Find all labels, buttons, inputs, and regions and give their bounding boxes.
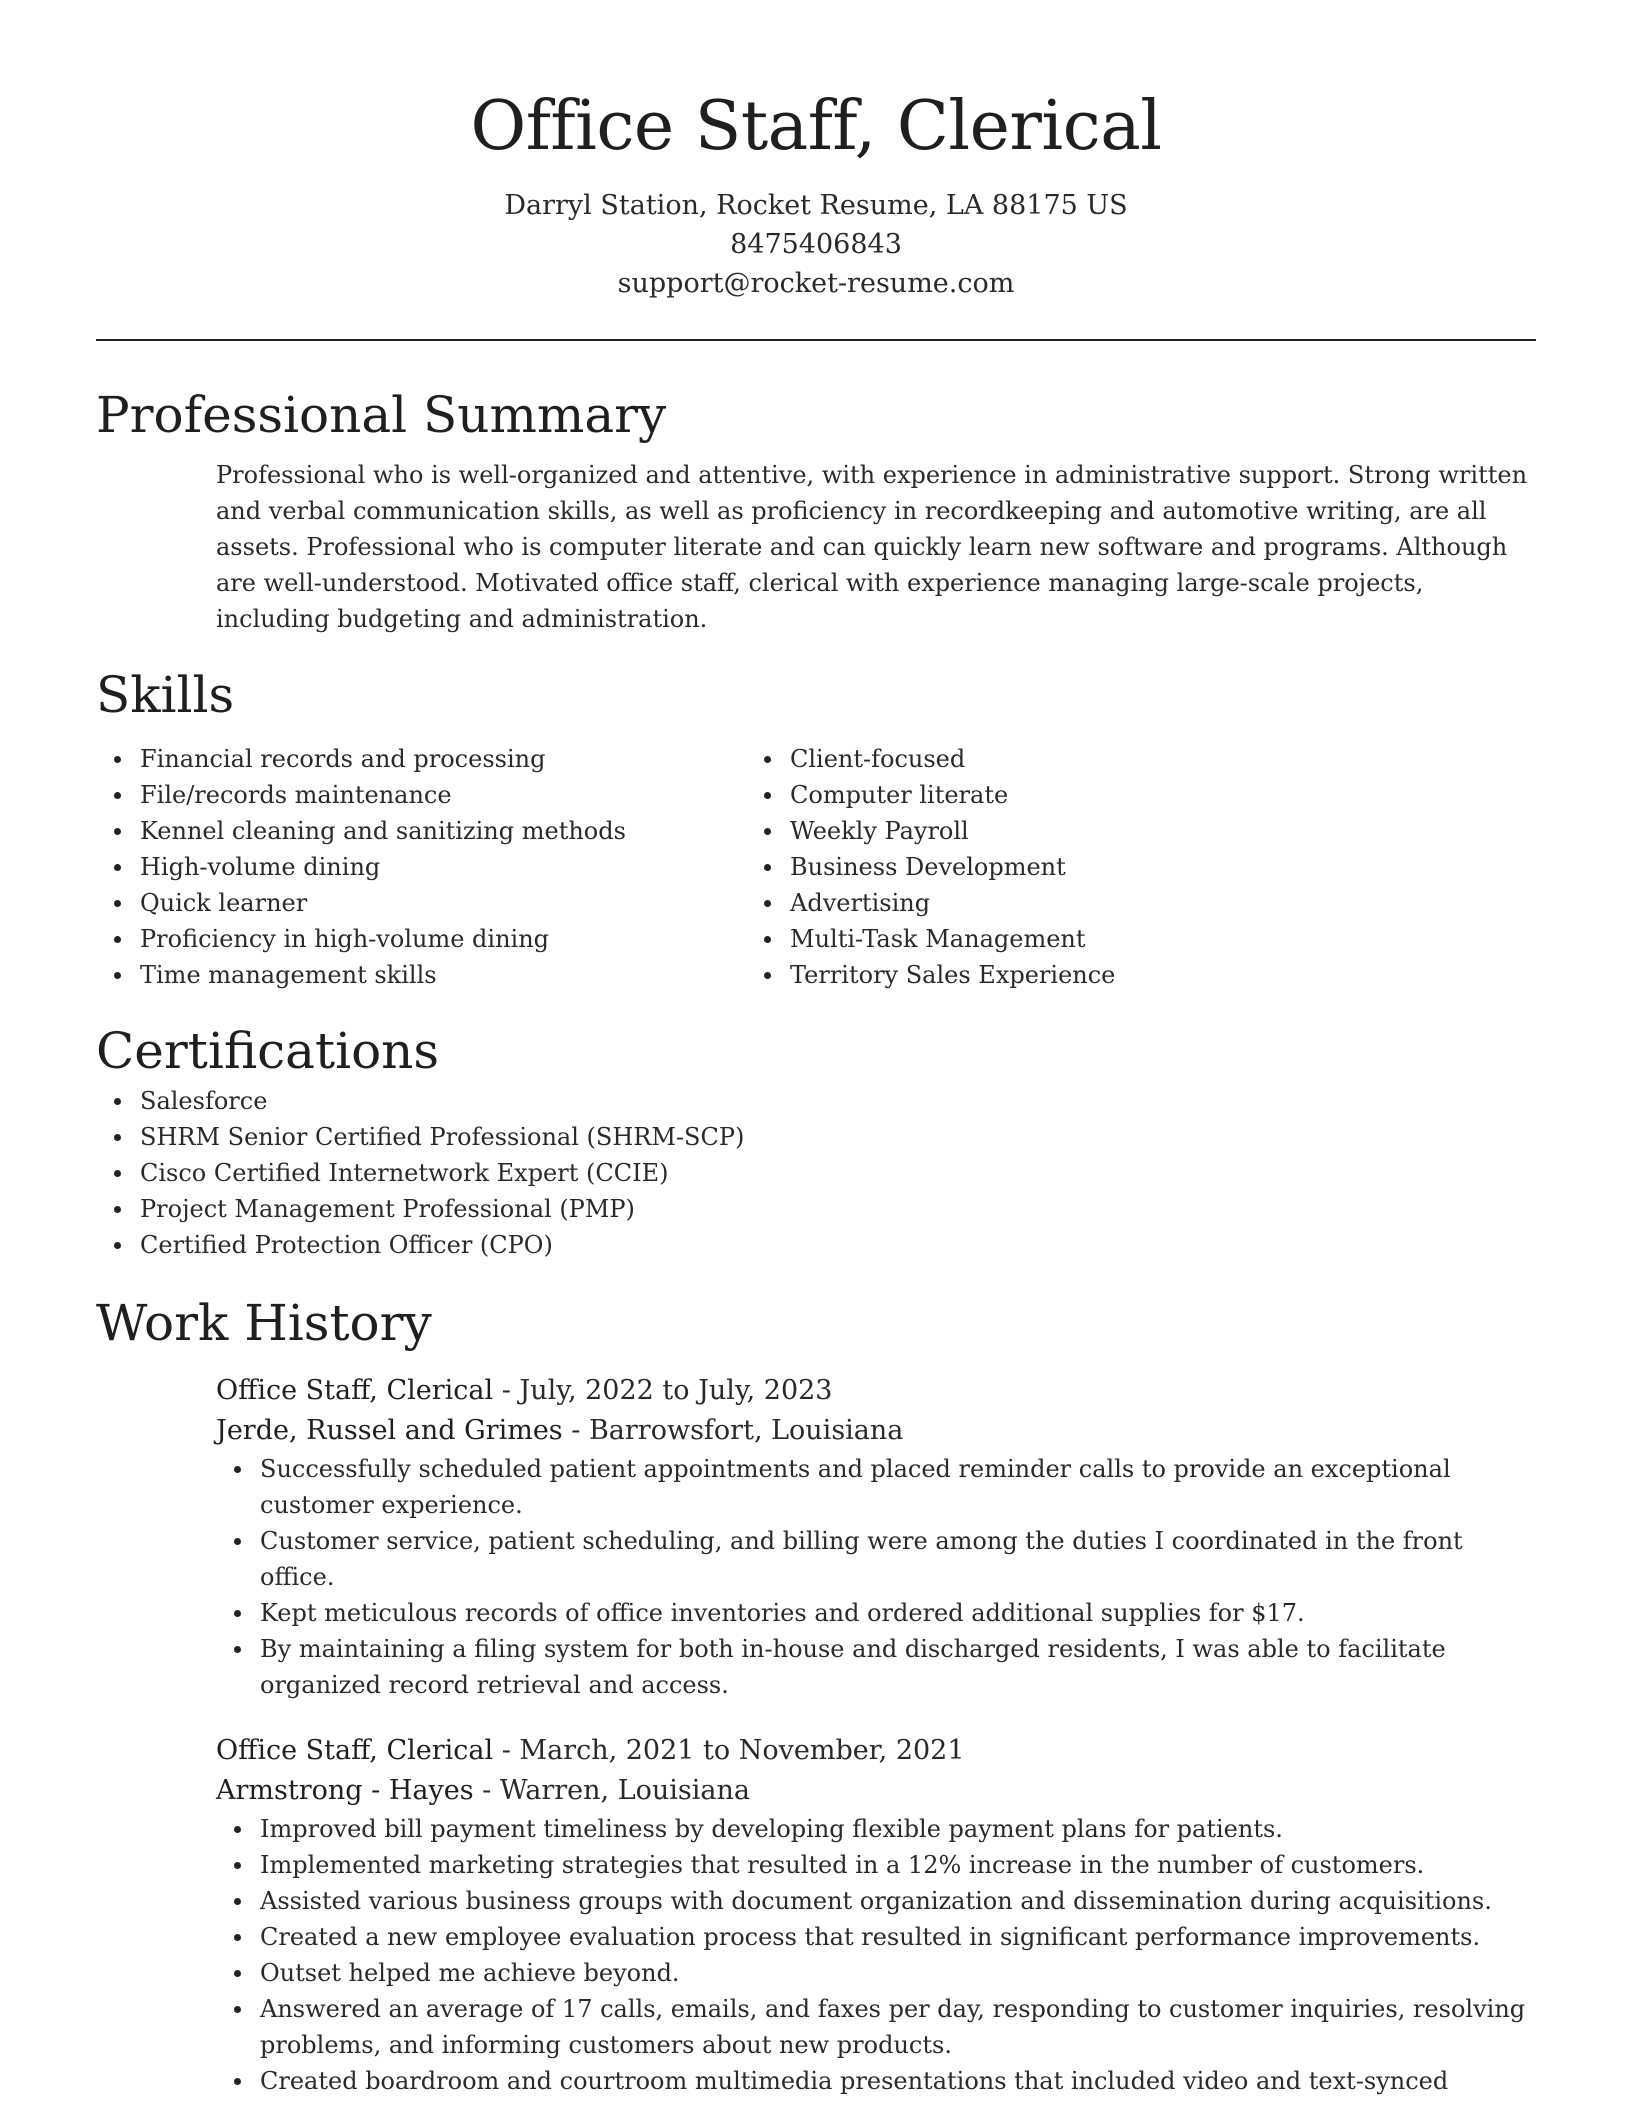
skills-list-left: [96, 741, 746, 993]
work-history-title: Work History: [96, 1294, 432, 1352]
resume-header: [96, 0, 1536, 303]
skill-item: File/records maintenance: [96, 777, 746, 813]
skill-item: Multi-Task Management: [746, 921, 1346, 957]
certification-item: SHRM Senior Certified Professional (SHRM-SCP): [96, 1119, 1536, 1155]
job-duty: Customer service, patient scheduling, and billing were among the duties I coordinated in the front office.: [216, 1523, 1536, 1595]
summary-text: Professional who is well-organized and attentive, with experience in administrative support. Strong written and verbal communication skills, as well as proficiency in recordkeeping and automotive writing, are all assets. Professional who is computer literate and can quickly learn new software and programs. Although are well-understood. Motivated office staff, clerical with experience managing large-scale projects, including budgeting and administration.: [216, 461, 1528, 633]
certification-item: Salesforce: [96, 1083, 1536, 1119]
job-duty: Implemented marketing strategies that resulted in a 12% increase in the number of customers.: [216, 1847, 1536, 1883]
job-duty: Assisted various business groups with document organization and dissemination during acquisitions.: [216, 1883, 1536, 1919]
skill-item: Client-focused: [746, 741, 1346, 777]
certification-item: Cisco Certified Internetwork Expert (CCIE): [96, 1155, 1536, 1191]
job-entry: [216, 1731, 1536, 2099]
job-duties-list: [216, 1451, 1536, 1703]
summary-title: Professional Summary: [96, 386, 667, 444]
job-duty: Improved bill payment timeliness by developing flexible payment plans for patients.: [216, 1811, 1536, 1847]
job-duty: Created a new employee evaluation process that resulted in significant performance improvements.: [216, 1919, 1536, 1955]
job-entry: [216, 1371, 1536, 1703]
contact-email: support@rocket-resume.com: [617, 268, 1015, 299]
job-role: Office Staff, Clerical: [216, 1735, 494, 1766]
job-duty: By maintaining a filing system for both in-house and discharged residents, I was able to facilitate organized record retrieval and access.: [216, 1631, 1536, 1703]
skills-title: Skills: [96, 666, 235, 724]
job-duty: Answered an average of 17 calls, emails, and faxes per day, responding to customer inquiries, resolving problems, and informing customers about new products.: [216, 1991, 1536, 2063]
contact-address: Darryl Station, Rocket Resume, LA 88175 US: [504, 190, 1128, 221]
job-company-line: [216, 1771, 1536, 1811]
job-role: Office Staff, Clerical: [216, 1375, 494, 1406]
job-duty: Kept meticulous records of office inventories and ordered additional supplies for $17.: [216, 1595, 1536, 1631]
certifications-title: Certifications: [96, 1022, 440, 1080]
job-dates: - July, 2022 to July, 2023: [493, 1375, 833, 1406]
certification-item: Project Management Professional (PMP): [96, 1191, 1536, 1227]
job-dates: - March, 2021 to November, 2021: [493, 1735, 965, 1766]
job-location: - Barrowsfort, Louisiana: [562, 1415, 904, 1446]
job-duty: Created boardroom and courtroom multimedia presentations that included video and text-synced: [216, 2063, 1536, 2099]
certifications-list: [96, 1083, 1536, 1263]
job-company: Jerde, Russel and Grimes: [216, 1415, 563, 1446]
skill-item: Quick learner: [96, 885, 746, 921]
skill-item: Computer literate: [746, 777, 1346, 813]
job-company-line: [216, 1411, 1536, 1451]
skills-columns: [96, 741, 1536, 993]
resume-page: [96, 0, 1536, 2099]
skill-item: Business Development: [746, 849, 1346, 885]
skill-item: Time management skills: [96, 957, 746, 993]
skill-item: Proficiency in high-volume dining: [96, 921, 746, 957]
skill-item: Kennel cleaning and sanitizing methods: [96, 813, 746, 849]
skill-item: Financial records and processing: [96, 741, 746, 777]
certification-item: Certified Protection Officer (CPO): [96, 1227, 1536, 1263]
skill-item: Territory Sales Experience: [746, 957, 1346, 993]
job-company: Armstrong - Hayes: [216, 1775, 474, 1806]
skills-list-right: [746, 741, 1346, 993]
contact-block: [96, 186, 1536, 303]
job-location: - Warren, Louisiana: [473, 1775, 750, 1806]
job-duties-list: [216, 1811, 1536, 2099]
job-duty: Successfully scheduled patient appointments and placed reminder calls to provide an exceptional customer experience.: [216, 1451, 1536, 1523]
job-duty: Outset helped me achieve beyond.: [216, 1955, 1536, 1991]
resume-name: Office Staff, Clerical: [470, 87, 1162, 166]
header-divider: [96, 339, 1536, 341]
contact-phone: 8475406843: [730, 229, 902, 260]
job-role-line: [216, 1731, 1536, 1771]
job-role-line: [216, 1371, 1536, 1411]
skill-item: Weekly Payroll: [746, 813, 1346, 849]
skill-item: High-volume dining: [96, 849, 746, 885]
skill-item: Advertising: [746, 885, 1346, 921]
